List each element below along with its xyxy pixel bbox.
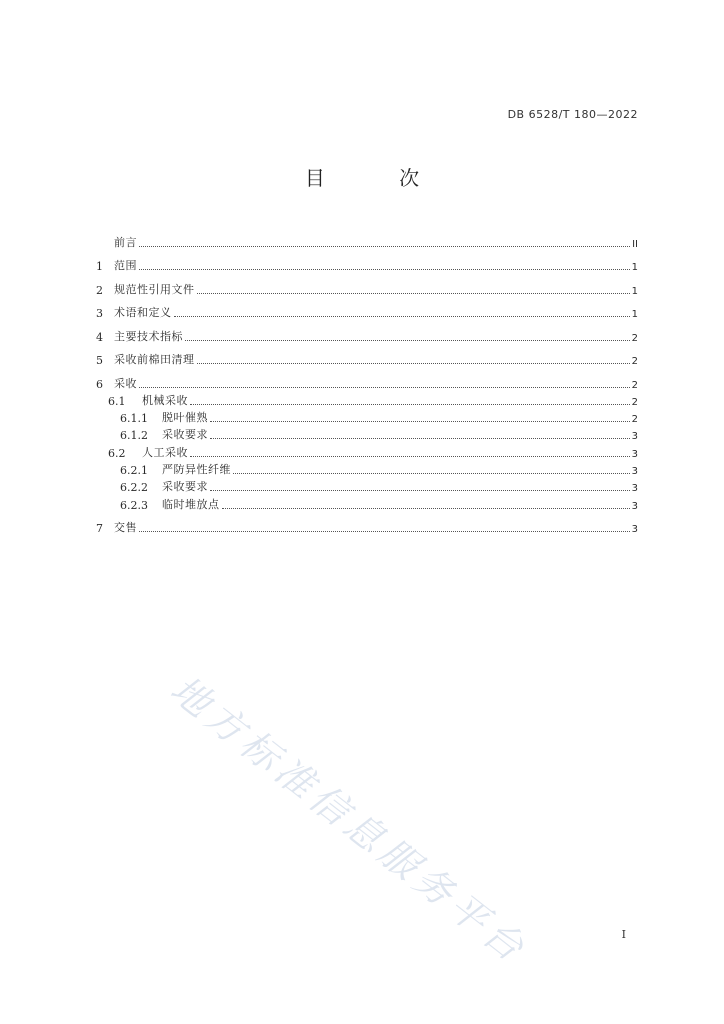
table-of-contents — [96, 226, 638, 535]
toc-entry-label: 采收前棉田清理 — [114, 353, 195, 366]
toc-entry-page: 3 — [631, 500, 638, 512]
toc-entry[interactable] — [96, 367, 638, 391]
toc-entry[interactable] — [96, 460, 638, 477]
page-title: 目 次 — [304, 166, 454, 190]
toc-entry-label: 前言 — [114, 235, 137, 249]
toc-entry-page: 1 — [631, 262, 638, 273]
toc-entry-label: 人工采收 — [142, 445, 188, 459]
toc-entry-page: 3 — [631, 483, 638, 495]
toc-entry-number: 6.2.2 — [120, 481, 148, 495]
toc-entry-label: 采收要求 — [162, 428, 208, 442]
toc-entry[interactable] — [96, 297, 638, 321]
toc-leader-dots — [139, 531, 630, 532]
toc-entry[interactable] — [96, 344, 638, 368]
toc-leader-dots — [210, 490, 630, 491]
toc-entry-label: 交售 — [114, 521, 137, 535]
toc-leader-dots — [190, 456, 630, 457]
toc-leader-dots — [222, 508, 630, 509]
toc-entry-number: 7 — [96, 522, 103, 536]
toc-entry[interactable] — [96, 391, 638, 408]
toc-entry-page: 2 — [631, 414, 638, 426]
toc-entry-page: 3 — [631, 524, 638, 536]
toc-entry[interactable] — [96, 477, 638, 494]
toc-entry[interactable] — [96, 425, 638, 442]
toc-entry-label: 脱叶催熟 — [162, 411, 208, 425]
toc-entry-page: 3 — [631, 448, 638, 460]
toc-entry-page: 3 — [631, 465, 638, 477]
toc-entry-number: 6.2 — [108, 446, 126, 460]
toc-leader-dots — [197, 293, 630, 294]
toc-leader-dots — [139, 246, 630, 247]
toc-leader-dots — [185, 340, 630, 341]
toc-entry-page: 1 — [631, 309, 638, 320]
toc-entry-page: 3 — [631, 431, 638, 443]
toc-entry-page: II — [632, 238, 638, 250]
toc-entry-page: 2 — [631, 356, 638, 367]
toc-leader-dots — [190, 404, 630, 405]
toc-entry-number: 1 — [96, 260, 103, 273]
toc-entry-number: 2 — [96, 283, 103, 297]
toc-entry-page: 1 — [631, 285, 638, 297]
toc-entry-number: 5 — [96, 354, 103, 367]
toc-entry-page: 2 — [631, 379, 638, 391]
toc-entry-label: 临时堆放点 — [162, 497, 220, 511]
document-code: DB 6528/T 180—2022 — [507, 108, 638, 121]
toc-leader-dots — [210, 438, 630, 439]
toc-leader-dots — [139, 387, 630, 388]
toc-entry-number: 6.1.1 — [120, 412, 148, 426]
toc-entry-label: 术语和定义 — [114, 306, 172, 319]
toc-entry-label: 严防异性纤维 — [162, 462, 231, 476]
toc-entry-number: 3 — [96, 307, 103, 320]
toc-entry[interactable] — [96, 273, 638, 297]
toc-entry-page: 2 — [631, 396, 638, 408]
toc-entry-label: 主要技术指标 — [114, 329, 183, 343]
toc-entry[interactable] — [96, 250, 638, 274]
toc-entry[interactable] — [96, 442, 638, 459]
toc-entry[interactable] — [96, 512, 638, 536]
toc-entry-page: 2 — [631, 332, 638, 344]
toc-entry-number: 6 — [96, 377, 103, 391]
toc-entry[interactable] — [96, 320, 638, 344]
toc-entry-label: 规范性引用文件 — [114, 282, 195, 296]
watermark: 地方标准信息服务平台 — [162, 667, 537, 973]
toc-entry-number: 6.2.1 — [120, 463, 148, 477]
toc-entry-label: 范围 — [114, 259, 137, 272]
toc-entry[interactable] — [96, 226, 638, 250]
toc-entry-number: 6.2.3 — [120, 498, 148, 512]
toc-entry[interactable] — [96, 494, 638, 511]
toc-entry-label: 采收 — [114, 376, 137, 390]
page-number: I — [621, 928, 626, 941]
toc-entry-number: 4 — [96, 330, 103, 344]
toc-entry[interactable] — [96, 408, 638, 425]
toc-leader-dots — [233, 473, 630, 474]
toc-entry-number: 6.1.2 — [120, 429, 148, 443]
toc-entry-label: 机械采收 — [142, 393, 188, 407]
toc-leader-dots — [197, 363, 630, 364]
toc-leader-dots — [210, 421, 630, 422]
toc-entry-number: 6.1 — [108, 394, 126, 408]
toc-entry-label: 采收要求 — [162, 480, 208, 494]
toc-leader-dots — [139, 269, 630, 270]
toc-leader-dots — [174, 316, 630, 317]
